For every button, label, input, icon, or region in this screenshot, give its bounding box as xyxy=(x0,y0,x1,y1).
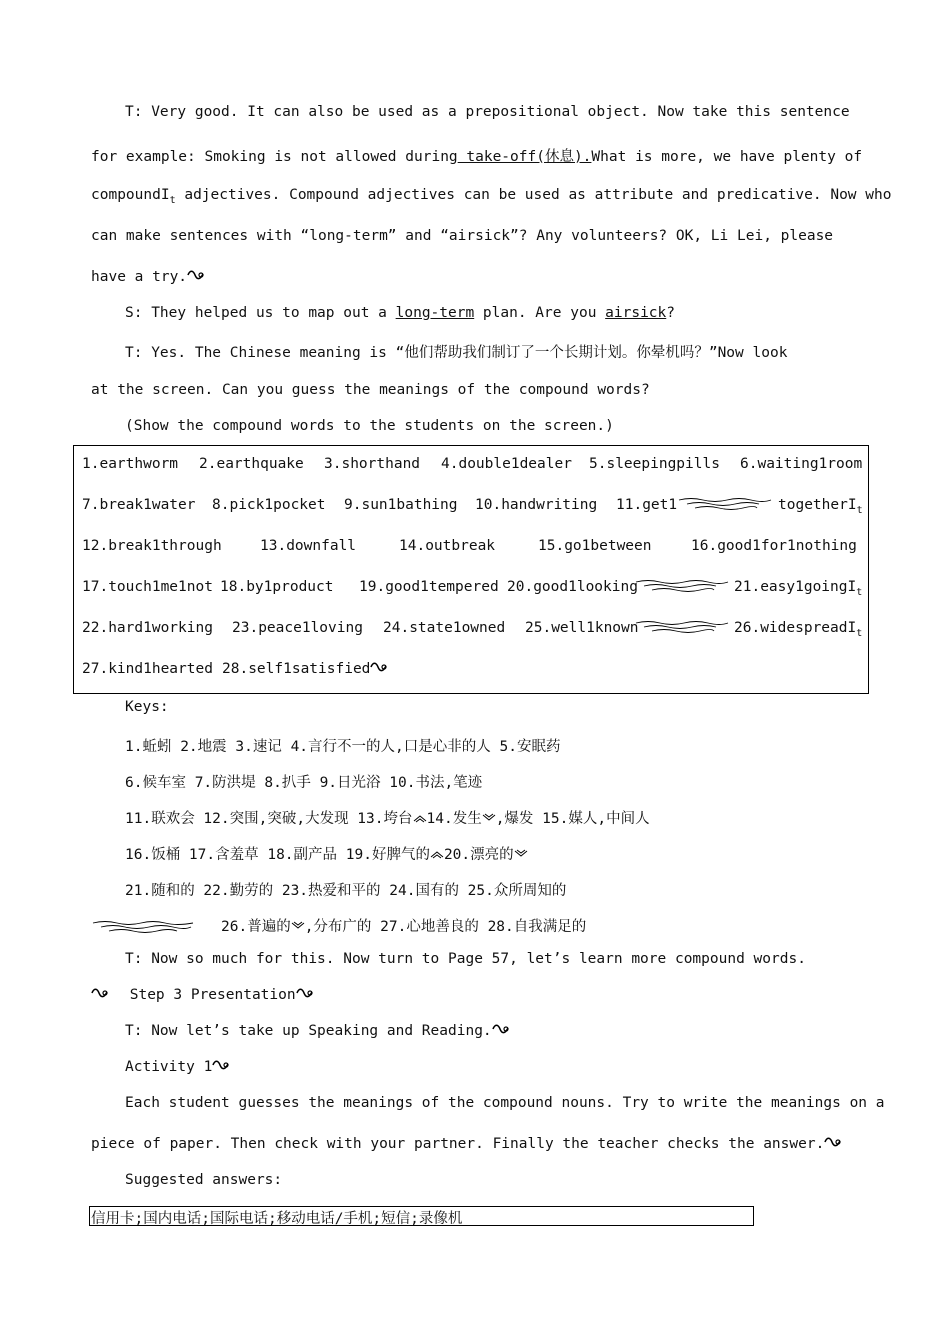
text: ,分布广的 27.心地善良的 28.自我满足的 xyxy=(304,919,587,935)
word-item: 14.outbreak xyxy=(399,538,496,554)
text: T: Now let’s take up Speaking and Reading. xyxy=(125,1023,492,1039)
keys-line xyxy=(125,807,650,828)
stray-symbol: I xyxy=(847,579,857,595)
word-item: 19.good1tempered xyxy=(359,579,499,595)
word-item: 27.kind1hearted xyxy=(82,661,213,677)
text: Activity 1 xyxy=(125,1059,213,1075)
keys-line: 21.随和的 22.勤劳的 23.热爱和平的 24.国有的 25.众所周知的 xyxy=(125,883,567,899)
text: 26.普遍的 xyxy=(221,919,291,935)
text: adjectives. Compound adjectives can be used as attribute and predicative. Now who xyxy=(175,187,892,203)
word-item: 25.well1known xyxy=(525,620,639,636)
text: Each student guesses the meanings of the compound nouns. Try to write the meanings on a xyxy=(125,1095,885,1111)
answers-box xyxy=(89,1206,754,1226)
paragraph-line xyxy=(91,187,892,206)
text: 14.发生 xyxy=(426,811,482,827)
word-item: 3.shorthand xyxy=(324,456,421,472)
wavy-line-icon xyxy=(634,620,730,634)
word-item: 4.double1dealer xyxy=(441,456,572,472)
word-item: 1.earthworm xyxy=(82,456,179,472)
text: S: They helped us to map out a xyxy=(125,305,396,321)
word-item: 9.sun1bathing xyxy=(344,497,458,513)
wavy-line-icon xyxy=(91,920,197,934)
word-item: 16.good1for1nothing xyxy=(691,538,857,554)
scribble-mark-icon xyxy=(212,1059,230,1071)
text: at the screen. Can you guess the meanings of the compound words? xyxy=(91,382,650,398)
word-item: 2.earthquake xyxy=(199,456,304,472)
text: T: Yes. The Chinese meaning is “他们帮助我们制订了一个长期计划。你晕机吗？”Now look xyxy=(125,345,788,361)
word-item: 15.go1between xyxy=(538,538,652,554)
word-item xyxy=(778,497,863,516)
activity-heading xyxy=(125,1059,230,1075)
scribble-mark-icon xyxy=(91,987,109,999)
scribble-mark-icon xyxy=(824,1136,842,1148)
wavy-line-icon xyxy=(634,579,730,593)
caret-down-icon xyxy=(514,849,528,859)
paragraph-line xyxy=(91,104,859,120)
teacher-line xyxy=(91,382,650,398)
word-item: 18.by1product xyxy=(220,579,334,595)
stray-subscript: t xyxy=(856,504,863,516)
stage-direction xyxy=(125,418,614,434)
paragraph-line xyxy=(91,145,863,166)
word-item: 24.state1owned xyxy=(383,620,506,636)
paragraph-line xyxy=(91,269,859,285)
word-item: 22.hard1working xyxy=(82,620,213,636)
text: ? xyxy=(666,305,675,321)
underlined-text: long-term xyxy=(395,305,475,321)
caret-down-icon xyxy=(291,921,305,931)
text: compound xyxy=(91,187,161,203)
word-item: 7.break1water xyxy=(82,497,196,513)
teacher-line xyxy=(125,341,787,362)
keys-line xyxy=(125,843,528,864)
text: 11.联欢会 12.突围,突破,大发现 13.垮台 xyxy=(125,811,413,827)
word-item xyxy=(734,620,862,639)
text: ,爆发 15.媒人,中间人 xyxy=(495,811,650,827)
caret-down-icon xyxy=(482,813,496,823)
scribble-mark-icon xyxy=(296,987,314,999)
compound-words-box xyxy=(73,445,869,694)
text: piece of paper. Then check with your partner. Finally the teacher checks the answer. xyxy=(91,1136,825,1152)
scribble-mark-icon xyxy=(492,1023,510,1035)
underlined-text: take-off(休息). xyxy=(457,149,592,165)
text: plan. Are you xyxy=(474,305,606,321)
keys-line: 6.候车室 7.防洪堤 8.扒手 9.日光浴 10.书法,笔迹 xyxy=(125,775,483,791)
text: T: Very good. It can also be used as a prepositional object. Now take this sentence xyxy=(125,104,850,120)
paragraph-line xyxy=(91,228,859,244)
word-item: 12.break1through xyxy=(82,538,222,554)
word-item: 20.good1looking xyxy=(507,579,638,595)
word-item: 8.pick1pocket xyxy=(212,497,326,513)
word-text: 21.easy1going xyxy=(734,579,848,595)
word-item: 10.handwriting xyxy=(475,497,598,513)
caret-up-icon xyxy=(413,813,427,823)
word-text: 28.self1satisfied xyxy=(222,661,371,677)
scribble-mark-icon xyxy=(370,661,388,673)
keys-line: 1.蚯蚓 2.地震 3.速记 4.言行不一的人,口是心非的人 5.安眠药 xyxy=(125,739,561,755)
text: (Show the compound words to the students on the screen.) xyxy=(125,418,614,434)
word-item xyxy=(734,579,862,598)
teacher-line: T: Now so much for this. Now turn to Page 57, let’s learn more compound words. xyxy=(125,951,806,967)
word-item xyxy=(222,661,388,677)
caret-up-icon xyxy=(430,849,444,859)
word-item: 6.waiting1room xyxy=(740,456,863,472)
student-answer xyxy=(125,305,675,321)
keys-label: Keys: xyxy=(125,699,169,715)
stray-subscript: t xyxy=(856,627,863,639)
paragraph-line xyxy=(91,1095,885,1111)
word-item: 13.downfall xyxy=(260,538,357,554)
text: 20.漂亮的 xyxy=(443,847,514,863)
text: have a try. xyxy=(91,269,188,285)
word-item: 11.get1 xyxy=(616,497,678,513)
stray-symbol: I xyxy=(847,497,857,513)
text: Step 3 Presentation xyxy=(129,987,296,1003)
text: for example: Smoking is not allowed during xyxy=(91,149,458,165)
stray-subscript: t xyxy=(169,194,176,206)
scribble-mark-icon xyxy=(187,269,205,281)
word-item: 23.peace1loving xyxy=(232,620,363,636)
teacher-line xyxy=(125,1023,510,1039)
text: 16.饭桶 17.含羞草 18.副产品 19.好脾气的 xyxy=(125,847,430,863)
word-item: 5.sleepingpills xyxy=(589,456,720,472)
text: can make sentences with “long-term” and “airsick”? Any volunteers? OK, Li Lei, please xyxy=(91,228,834,244)
step-heading xyxy=(91,987,314,1003)
keys-line xyxy=(91,915,586,936)
wavy-line-icon xyxy=(677,497,773,511)
stray-symbol: I xyxy=(160,187,170,203)
word-text: together xyxy=(778,497,848,513)
stray-subscript: t xyxy=(856,586,863,598)
word-item: 17.touch1me1not xyxy=(82,579,213,595)
answers-text: 信用卡;国内电话;国际电话;移动电话/手机;短信;录像机 xyxy=(91,1211,463,1227)
paragraph-line xyxy=(91,1136,842,1152)
text: What is more, we have plenty of xyxy=(591,149,863,165)
stray-symbol: I xyxy=(847,620,857,636)
word-text: 26.widespread xyxy=(734,620,848,636)
underlined-text: airsick xyxy=(605,305,667,321)
suggested-label: Suggested answers: xyxy=(125,1172,283,1188)
